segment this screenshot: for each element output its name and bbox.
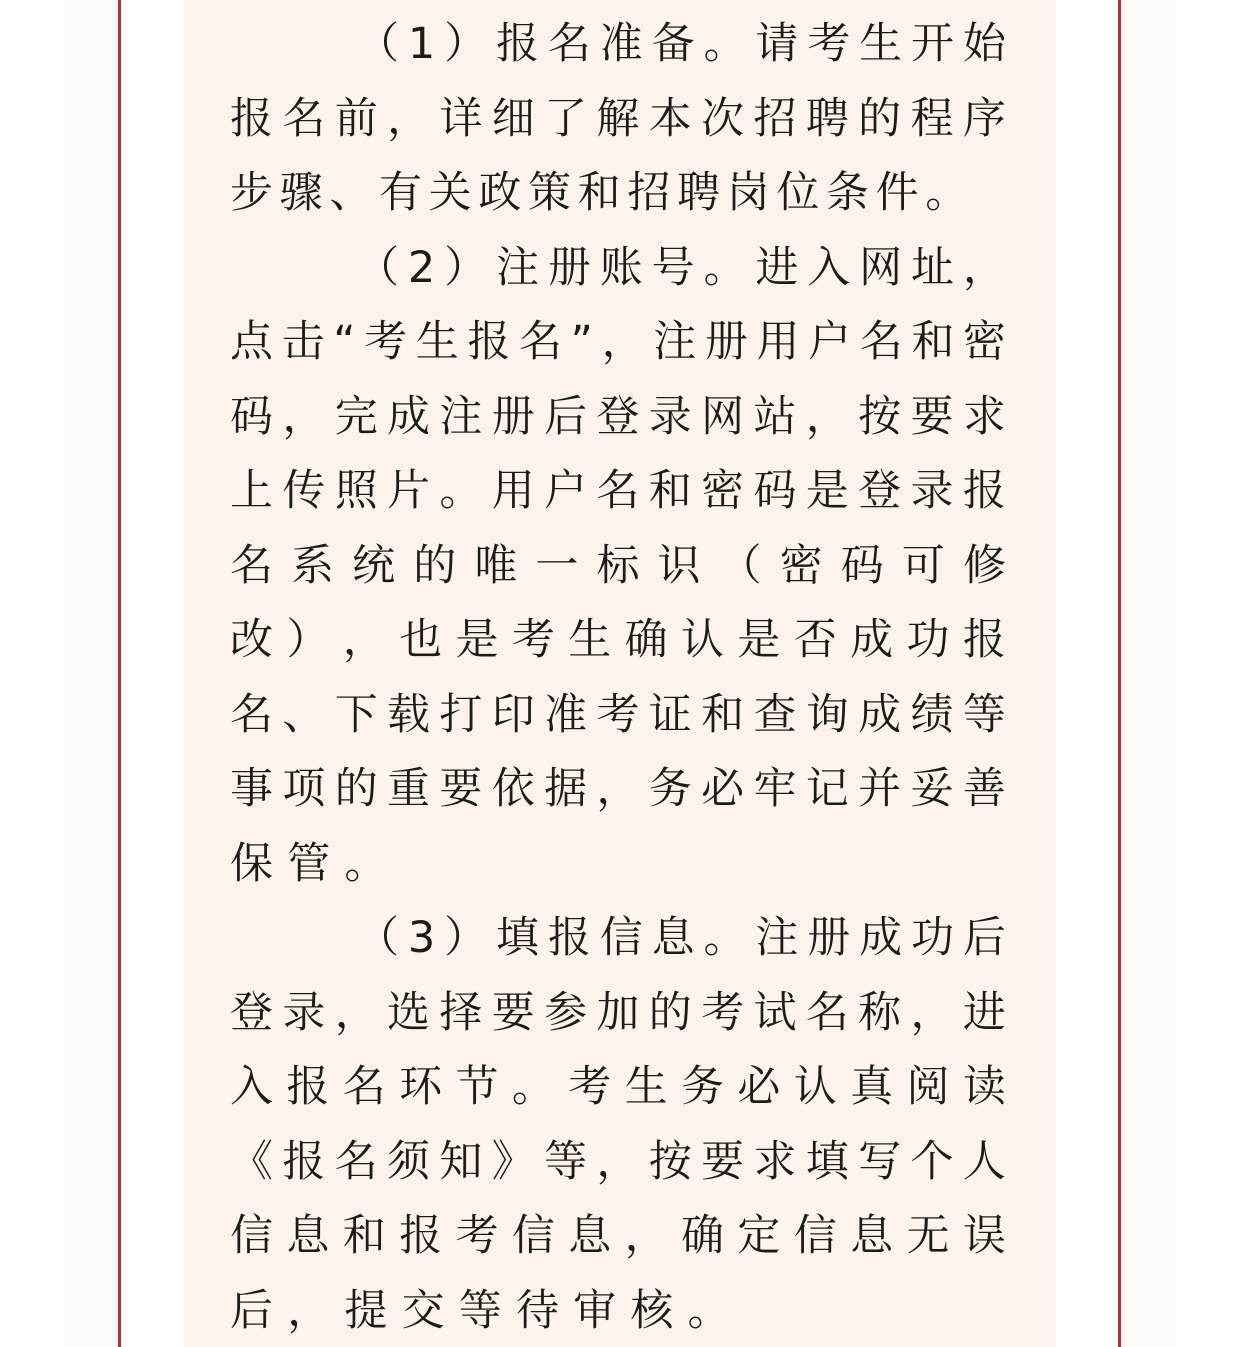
text-line: （ 2 ） 注 册 账 号 。 进 入 网 址 ， [356,242,1006,293]
left-margin [64,0,118,1347]
text-line: （ 3 ） 填 报 信 息 。 注 册 成 功 后 [356,913,1006,963]
text-line: 保管。 [230,838,402,889]
text-line: 点 击 “ 考 生 报 名 ” ， 注 册 用 户 名 和 密 [230,317,1006,367]
text-line: 改 ） ， 也 是 考 生 确 认 是 否 成 功 报 [230,615,1006,665]
text-line: 名 系 统 的 唯 一 标 识 （ 密 码 可 修 [230,540,1006,591]
text-line: 后，提交等待审核。 [230,1285,745,1336]
text-line: （ 1 ） 报 名 准 备 。 请 考 生 开 始 [356,19,1006,69]
paragraph-2 [230,231,1006,902]
text-line: 码 ， 完 成 注 册 后 登 录 网 站 ， 按 要 求 [230,391,1006,442]
text-line: 上 传 照 片 。 用 户 名 和 密 码 是 登 录 报 [230,466,1006,516]
right-margin [1121,0,1176,1347]
text-line: 入 报 名 环 节 。 考 生 务 必 认 真 阅 读 [230,1062,1006,1112]
text-line: 事 项 的 重 要 依 据 ， 务 必 牢 记 并 妥 善 [230,764,1006,814]
article-text [230,7,1006,1347]
text-line: 报 名 前 ， 详 细 了 解 本 次 招 聘 的 程 序 [230,93,1006,144]
text-line: 《 报 名 须 知 》 等 ， 按 要 求 填 写 个 人 [230,1136,1006,1187]
text-line: 名 、 下 载 打 印 准 考 证 和 查 询 成 绩 等 [230,689,1006,740]
text-line: 登 录 ， 选 择 要 参 加 的 考 试 名 称 ， 进 [230,987,1006,1038]
paragraph-3 [230,901,1006,1347]
paragraph-1 [230,7,1006,231]
text-line: 信 息 和 报 考 信 息 ， 确 定 信 息 无 误 [230,1211,1006,1261]
text-line: 步骤、有关政策和招聘岗位条件。 [230,168,975,218]
